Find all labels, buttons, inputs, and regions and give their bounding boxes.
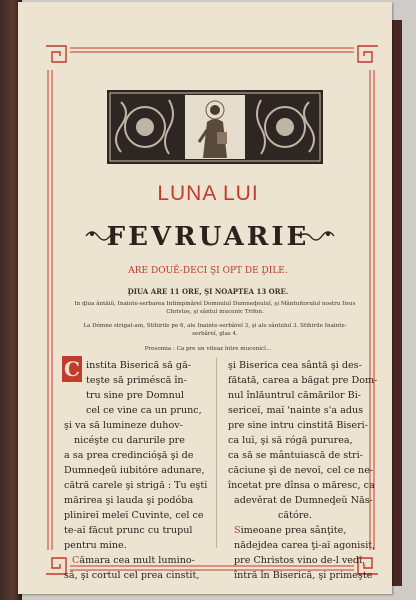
text-line: pre sine intru cinstită Biseri- bbox=[228, 420, 368, 431]
column-divider bbox=[216, 358, 217, 548]
book-cover-right-edge bbox=[392, 20, 402, 586]
header-vignette-icon bbox=[107, 90, 323, 164]
drop-cap-letter: C bbox=[64, 357, 80, 381]
month-title-line1: LUNA LUI bbox=[157, 182, 259, 205]
text-line: sericeĭ, maĭ 'nainte s'a adus bbox=[228, 405, 364, 416]
text-line: adevĕrat de Dumneḑeŭ Năs- bbox=[234, 495, 373, 506]
note-line: Christos, şi sântul mucenic Trifon. bbox=[166, 309, 264, 315]
text-line: căciune şi de nevoĭ, cel ce ne- bbox=[228, 465, 374, 476]
text-line: nul înlăuntrul cămărilor Bi- bbox=[228, 390, 362, 401]
text-line: cel ce vine ca un prunc, bbox=[86, 405, 202, 416]
month-title-line2: FEVRUARIE bbox=[106, 222, 310, 252]
text-line: te-aĭ făcut prunc cu trupul bbox=[64, 525, 193, 536]
text-line: Dumneḑeŭ iubitóre adunare, bbox=[64, 465, 205, 476]
text-line: a sa prea credincióşă şi de bbox=[64, 450, 194, 461]
text-line: fătată, carea a băgat pre Dom- bbox=[228, 375, 378, 386]
text-line: plinireĭ meleĭ Cuvinte, cel ce bbox=[64, 510, 204, 521]
text-line: nicéşte cu darurile pre bbox=[74, 435, 185, 446]
prosomia-line: Prosomia : Ca pre un viteaz între mucenicĭ... bbox=[144, 346, 272, 352]
text-line: instita Biserică să gă- bbox=[86, 360, 192, 371]
text-line bbox=[64, 553, 207, 568]
left-column bbox=[64, 388, 207, 583]
text-line: încetat pre dînsa o măresc, ca bbox=[228, 480, 375, 491]
initial-letter: C bbox=[72, 555, 80, 566]
text-line: cătră carele şi strigă : Tu eştĭ bbox=[64, 480, 208, 491]
text-line: întră în Biserică, şi primeşte bbox=[234, 570, 373, 581]
note-line: In ḑiua ântâiŭ, Inainte-serbarea Intimpinăreĭ Domnuluĭ Dumneḑeuluĭ, şi Mântuitoruluĭ nostru Iisus bbox=[74, 301, 356, 307]
text-line: pentru mine. bbox=[64, 540, 127, 551]
right-column bbox=[228, 358, 377, 583]
text-line: cătóre. bbox=[278, 510, 313, 521]
text-line: ca să se mântuiască de stri- bbox=[228, 450, 363, 461]
text-line bbox=[228, 523, 377, 538]
text-line: mărirea şi lauda şi podóba bbox=[64, 495, 194, 506]
text-line: să, şi cortul cel prea cinstit, bbox=[64, 570, 200, 581]
scroll-flourish-right-icon bbox=[296, 226, 336, 246]
note-line: serbăreĭ, glas 4. bbox=[192, 331, 238, 337]
drop-cap bbox=[62, 356, 82, 382]
text-line: teşte să priméscă în- bbox=[86, 375, 187, 386]
days-line: ARE DOUĚ-DECI ŞI OPT DE ḐILE. bbox=[128, 266, 288, 276]
note-line: La Dómne strigat-am, Stihirile pe 6, ale Inainte-serbăreĭ 3, şi ale sântuluĭ 3. Stihirile Inainte- bbox=[83, 323, 347, 329]
text-line-rest: imeoane prea sânţite, bbox=[240, 525, 347, 536]
text-line-rest: ămara cea mult lumino- bbox=[79, 555, 195, 566]
text-line: tru sine pre Domnul bbox=[86, 390, 185, 401]
text-line: şi Biserica cea sântă şi des- bbox=[228, 360, 362, 371]
left-column-top bbox=[86, 358, 191, 388]
hours-line: ḐIUA ARE 11 ORE, ŞI NOAPTEA 13 ORE. bbox=[127, 287, 289, 296]
text-line: nădejdea carea ţi-aĭ agonisit, bbox=[234, 540, 376, 551]
text-line: ca luĭ, şi să rógă pururea, bbox=[228, 435, 353, 446]
text-line: şi va să lumineze duhov- bbox=[64, 420, 183, 431]
text-line: pre Christos vino de-l vedĭ, bbox=[234, 555, 366, 566]
initial-letter: S bbox=[234, 525, 241, 536]
